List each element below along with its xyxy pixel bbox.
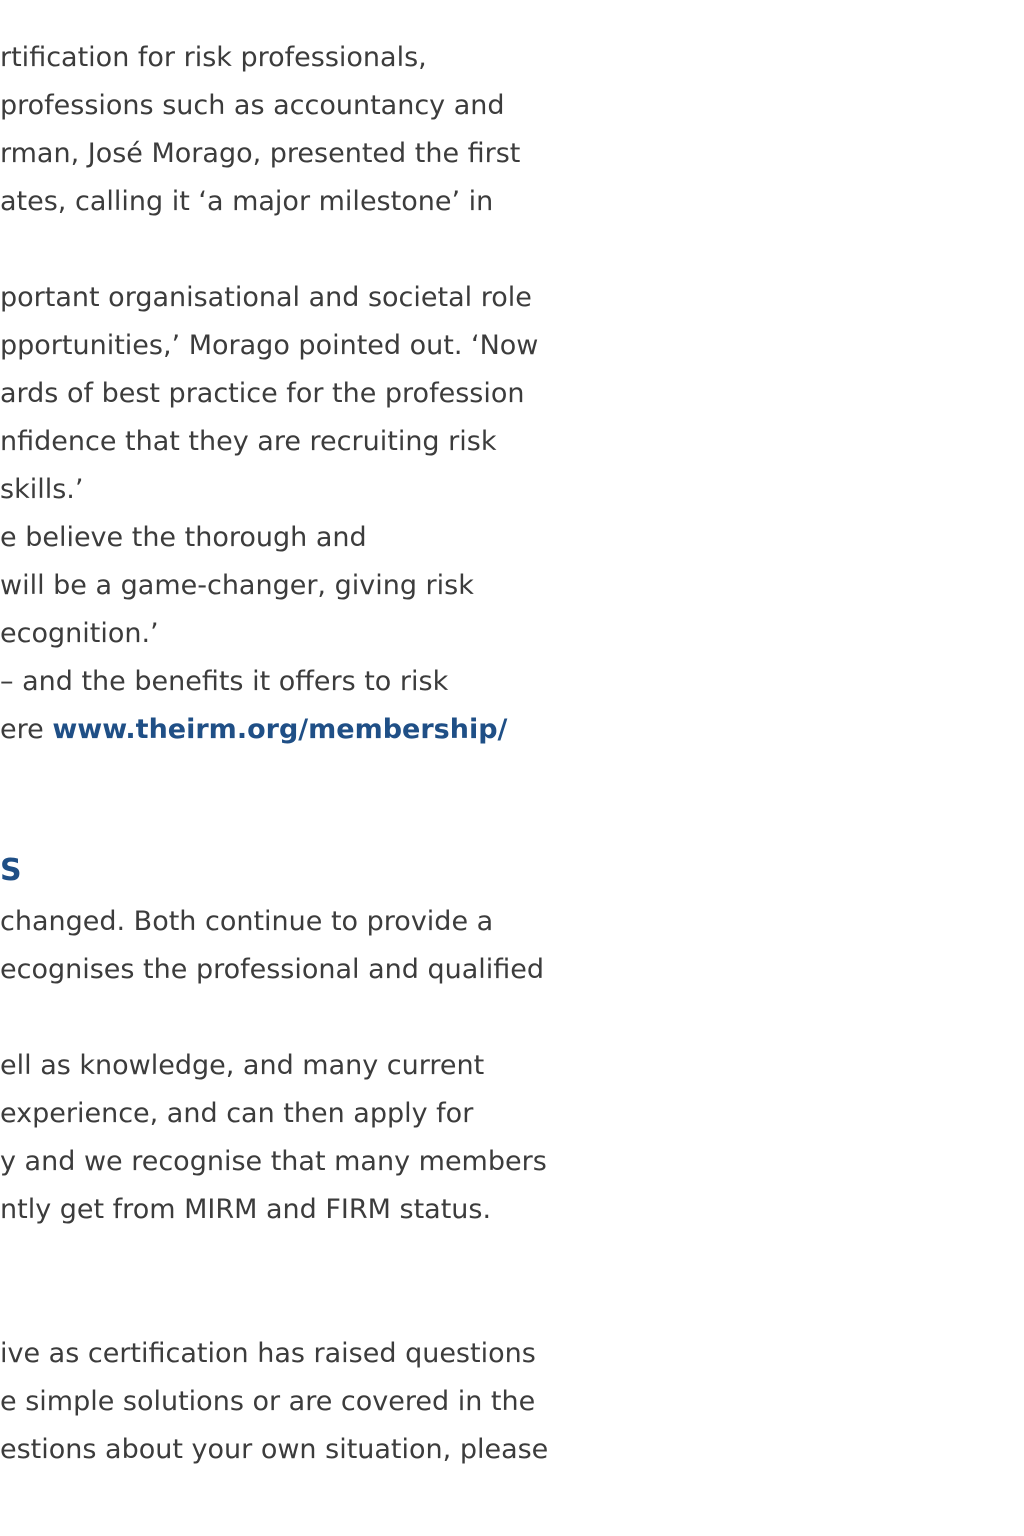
body-text-line: experience, and can then apply for (0, 1098, 474, 1129)
section-heading: S (0, 853, 22, 888)
body-text-line: rman, José Morago, presented the first (0, 138, 521, 169)
body-text-line: ecognises the professional and qualified (0, 954, 545, 985)
link-prefix: ere (0, 714, 53, 745)
body-text-line: ell as knowledge, and many current (0, 1050, 485, 1081)
body-text-line: portant organisational and societal role (0, 282, 532, 313)
body-text-line: ive as certification has raised questions (0, 1338, 536, 1369)
body-text-line: ards of best practice for the profession (0, 378, 525, 409)
body-text-line: pportunities,’ Morago pointed out. ‘Now (0, 330, 539, 361)
body-text-line: professions such as accountancy and (0, 90, 505, 121)
body-text-line: nfidence that they are recruiting risk (0, 426, 497, 457)
body-text-line: ntly get from MIRM and FIRM status. (0, 1194, 492, 1225)
link-text-line (0, 716, 507, 743)
body-text-line: skills.’ (0, 474, 84, 505)
body-text-line: estions about your own situation, please (0, 1434, 549, 1465)
body-text-line: – and the benefits it offers to risk (0, 666, 449, 697)
membership-link[interactable]: www.theirm.org/membership/ (52, 714, 508, 745)
body-text-line: will be a game-changer, giving risk (0, 570, 474, 601)
body-text-line: e believe the thorough and (0, 522, 367, 553)
body-text-line: changed. Both continue to provide a (0, 906, 494, 937)
body-text-line: y and we recognise that many members (0, 1146, 547, 1177)
body-text-line: ates, calling it ‘a major milestone’ in (0, 186, 494, 217)
body-text-line: e simple solutions or are covered in the (0, 1386, 536, 1417)
body-text-line: ecognition.’ (0, 618, 159, 649)
body-text-line: rtification for risk professionals, (0, 42, 427, 73)
